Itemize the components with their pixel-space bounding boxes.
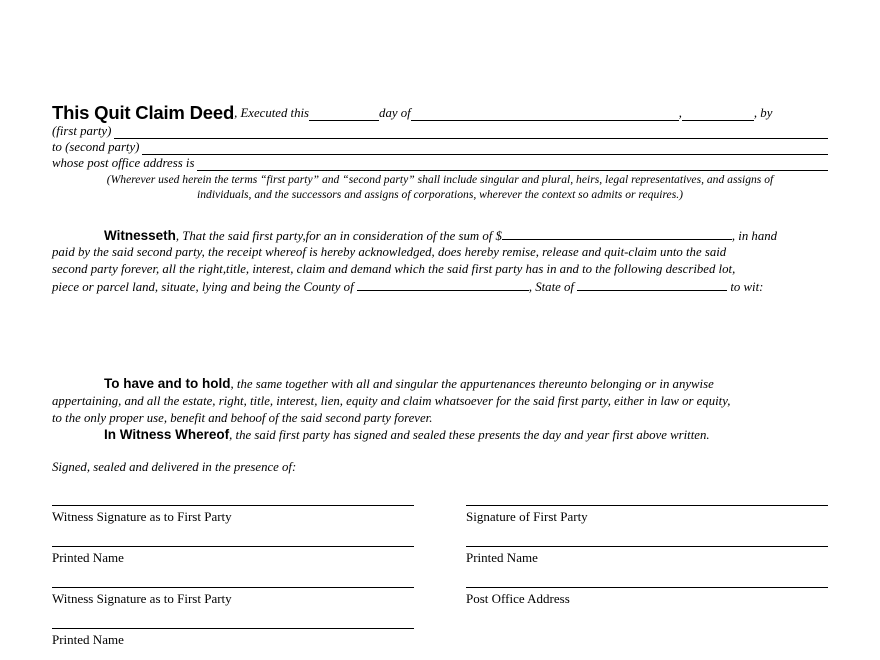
definitions-note-line2: individuals, and the successors and assigns of corporations, wherever the context so admits or requires.) <box>197 188 683 201</box>
witnesseth-line1 <box>52 227 832 245</box>
post-office-address-line[interactable] <box>466 587 828 588</box>
executed-day-blank[interactable] <box>309 108 379 121</box>
month-blank[interactable] <box>411 108 679 121</box>
second-party-label: to (second party) <box>52 140 140 154</box>
witness1-printed-name-label: Printed Name <box>52 550 124 565</box>
first-party-printed-name-line[interactable] <box>466 546 828 547</box>
witness2-printed-name-line[interactable] <box>52 628 414 629</box>
habendum-text1: , the same together with all and singular the appurtenances thereunto belonging or in anywise <box>230 377 714 391</box>
habendum-heading: To have and to hold <box>104 376 231 391</box>
habendum-line3: to the only proper use, benefit and behoof of the said second party forever. <box>52 411 433 425</box>
witnesseth-line4 <box>52 278 832 296</box>
day-of-label: day of <box>379 106 411 120</box>
year-blank[interactable] <box>682 108 754 121</box>
witnesseth-text1: , That the said first party,for an in consideration of the sum of $ <box>175 229 502 243</box>
testimonium-line <box>52 427 832 444</box>
witness2-signature-label: Witness Signature as to First Party <box>52 591 232 606</box>
second-party-blank[interactable] <box>142 142 828 155</box>
county-label: piece or parcel land, situate, lying and being the County of <box>52 280 357 294</box>
witnesseth-line3: second party forever, all the right,title, interest, claim and demand which the said first party has in and to the following described lot, <box>52 262 736 276</box>
first-party-line <box>52 123 828 139</box>
address-blank[interactable] <box>197 158 828 171</box>
comma-label: , <box>678 106 682 120</box>
first-party-printed-name-label: Printed Name <box>466 550 538 565</box>
testimonium-heading: In Witness Whereof <box>104 427 230 442</box>
witness2-signature-line[interactable] <box>52 587 414 588</box>
document-title: This Quit Claim Deed <box>52 102 235 123</box>
title-line <box>52 101 828 121</box>
second-party-line <box>52 139 828 155</box>
by-label: , by <box>753 106 773 120</box>
witnesseth-in-hand: , in hand <box>731 229 778 243</box>
testimonium-text: , the said first party has signed and sealed these presents the day and year first above written. <box>229 428 710 442</box>
presence-statement: Signed, sealed and delivered in the presence of: <box>52 460 297 474</box>
witnesseth-line2: paid by the said second party, the receipt whereof is hereby acknowledged, does hereby remise, release and quit-claim unto the said <box>52 245 727 259</box>
witnesseth-heading: Witnesseth <box>104 228 176 243</box>
county-blank[interactable] <box>357 278 529 291</box>
first-party-signature-line[interactable] <box>466 505 828 506</box>
address-label: whose post office address is <box>52 156 195 170</box>
definitions-note-line1: (Wherever used herein the terms “first party” and “second party” shall include singular and plural, heirs, legal representatives, and assigns of <box>106 173 774 186</box>
post-office-address-label: Post Office Address <box>466 591 570 606</box>
state-label: , State of <box>528 280 578 294</box>
to-wit-label: to wit: <box>727 280 764 294</box>
address-line <box>52 155 828 171</box>
habendum-line1 <box>52 376 832 393</box>
witness2-printed-name-label: Printed Name <box>52 632 124 647</box>
first-party-blank[interactable] <box>114 126 828 139</box>
first-party-signature-label: Signature of First Party <box>466 509 588 524</box>
first-party-label: (first party) <box>52 124 112 138</box>
consideration-amount-blank[interactable] <box>502 227 732 240</box>
state-blank[interactable] <box>577 278 727 291</box>
witness1-signature-label: Witness Signature as to First Party <box>52 509 232 524</box>
habendum-line2: appertaining, and all the estate, right, title, interest, lien, equity and claim whatsoever for the said first party, either in law or equity, <box>52 394 731 408</box>
witness1-signature-line[interactable] <box>52 505 414 506</box>
witness1-printed-name-line[interactable] <box>52 546 414 547</box>
executed-label: , Executed this <box>234 106 310 120</box>
